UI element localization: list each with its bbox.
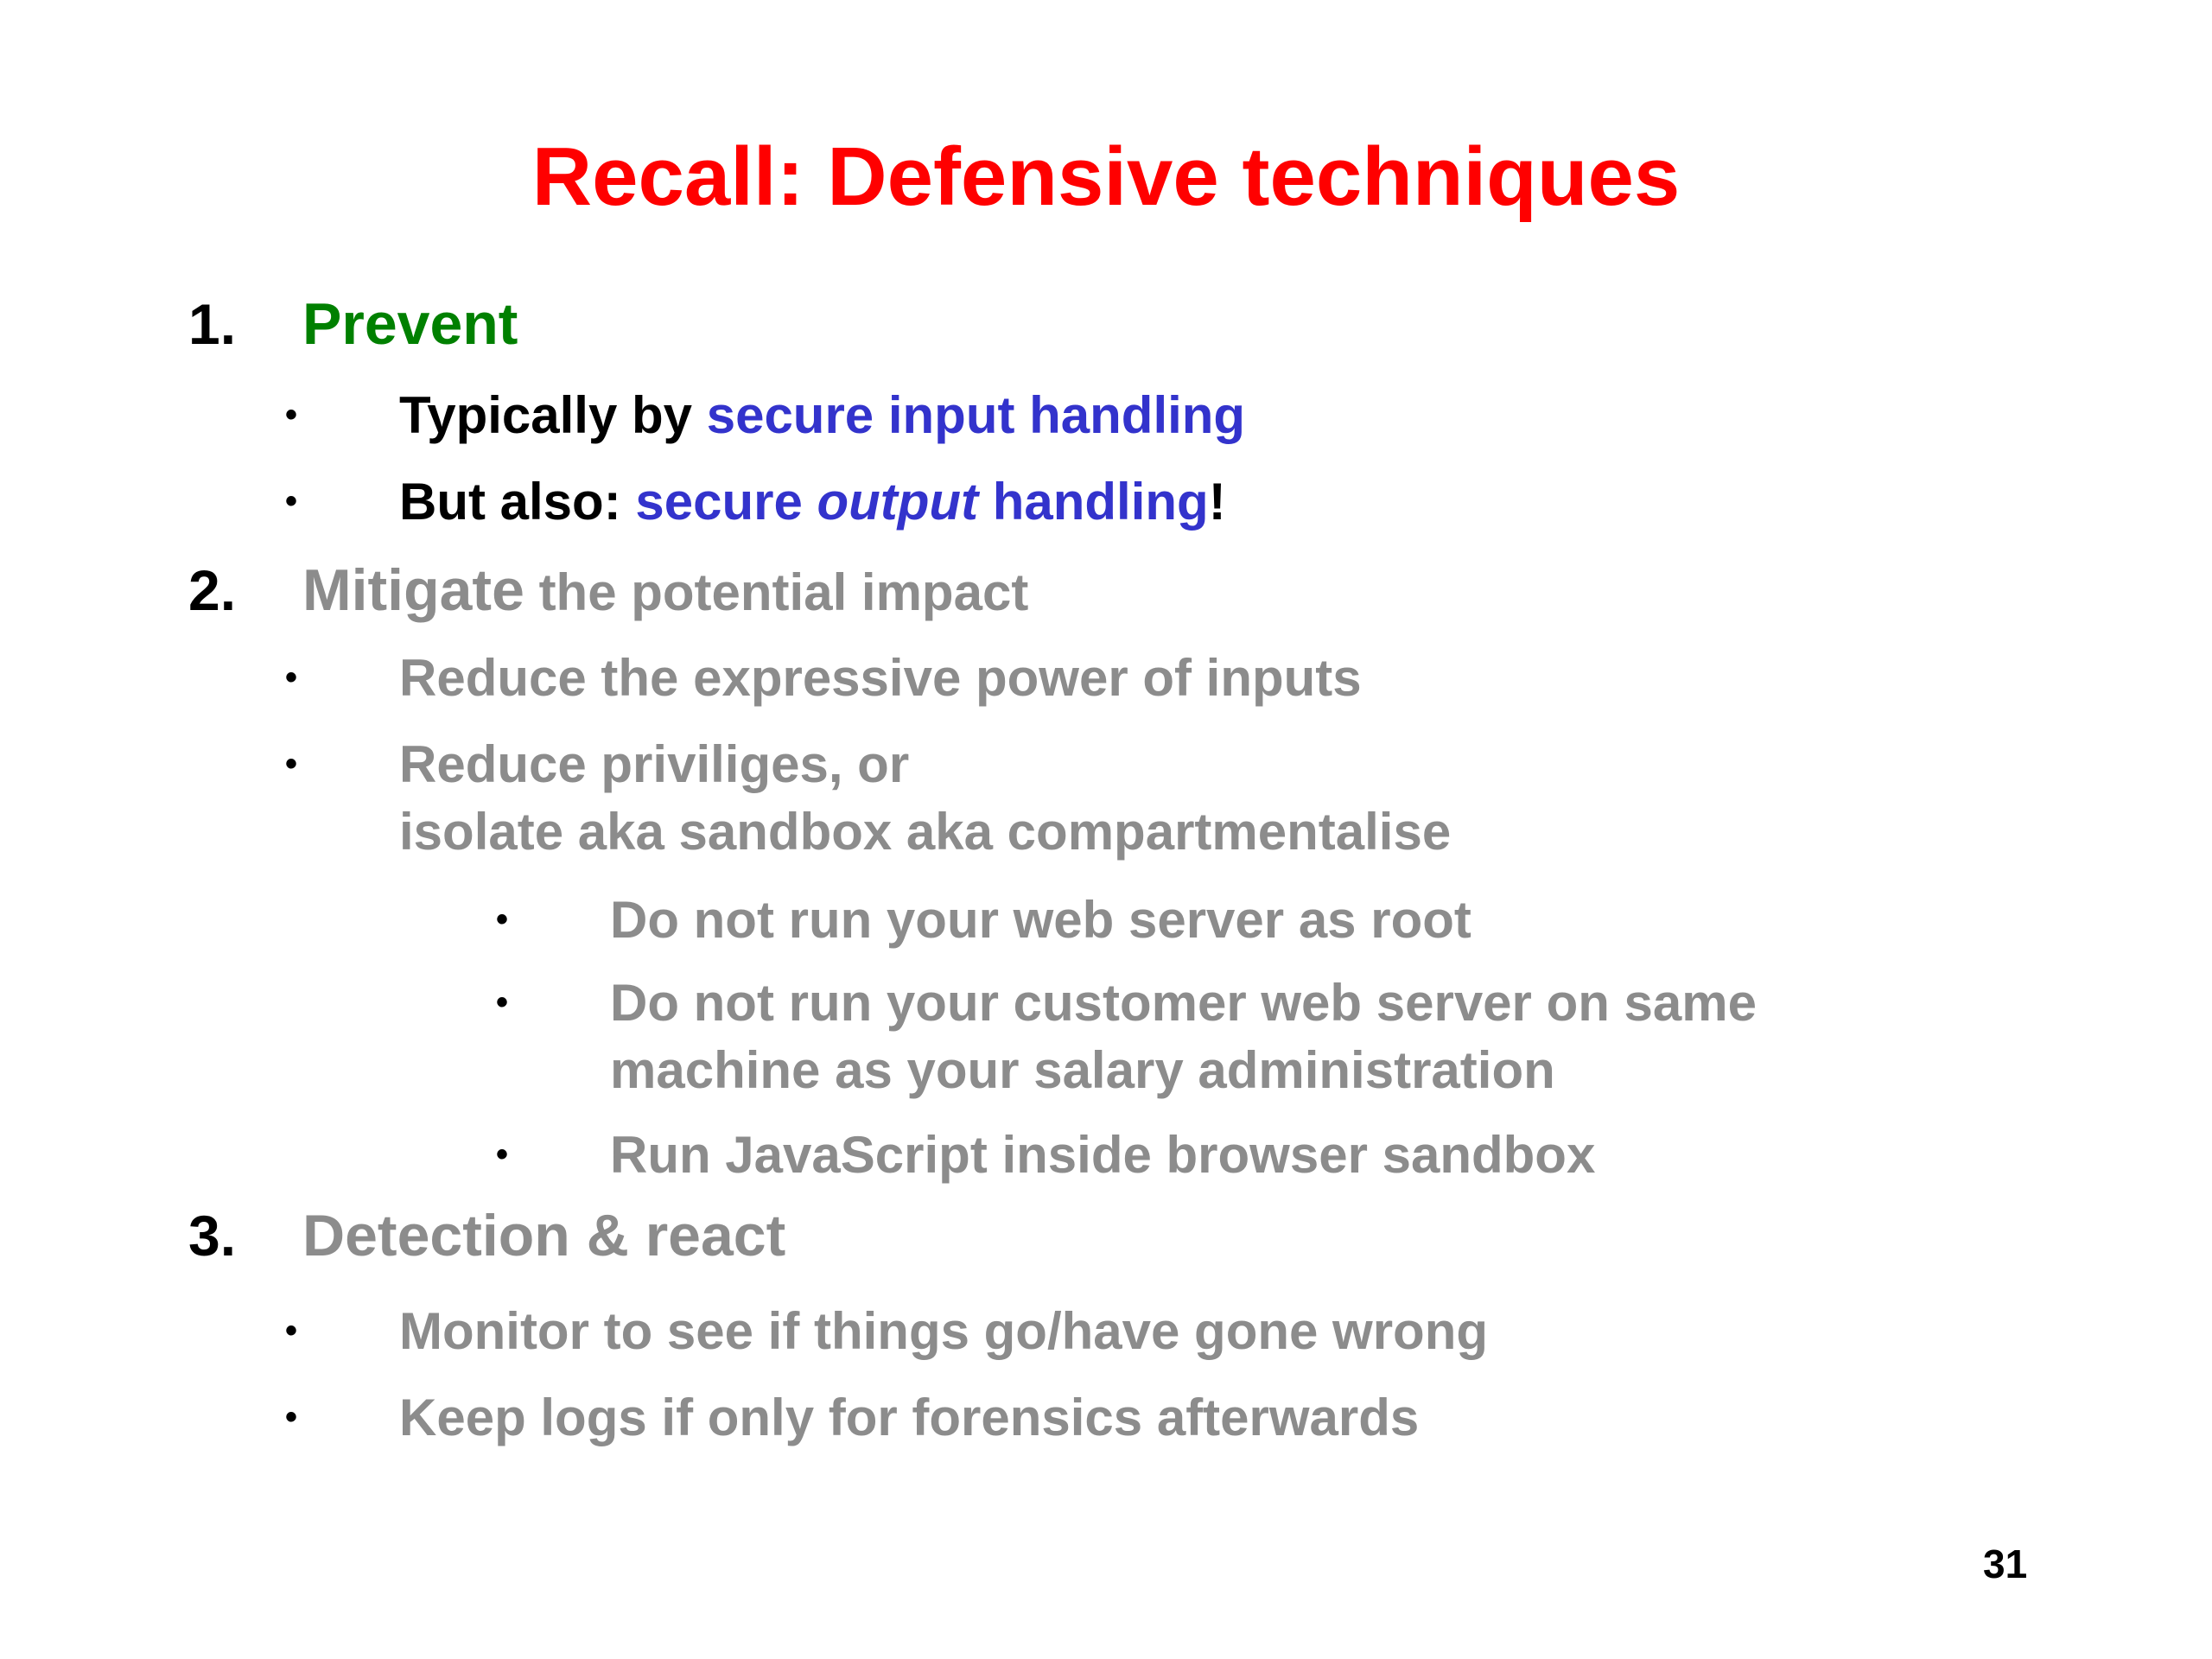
- bullet-glyph: •: [496, 1135, 509, 1173]
- bullet-keep-logs: Keep logs if only for forensics afterwards: [399, 1389, 1420, 1446]
- item-heading-detection: Detection & react: [302, 1203, 786, 1268]
- bullet-glyph: •: [285, 658, 298, 696]
- exclamation-text: !: [1208, 473, 1226, 531]
- sub-bullet-not-root: Do not run your web server as root: [610, 891, 1471, 949]
- bullet-glyph: •: [285, 1312, 298, 1350]
- bullet-glyph: •: [496, 983, 509, 1021]
- bullet-secure-output: [399, 468, 1226, 536]
- bullet-reduce-power: Reduce the expressive power of inputs: [399, 649, 1362, 707]
- highlight-text: handling: [978, 473, 1209, 531]
- heading-subtext: the potential impact: [524, 563, 1029, 621]
- bullet-monitor: Monitor to see if things go/have gone wrong: [399, 1302, 1488, 1360]
- bullet-glyph: •: [285, 482, 298, 520]
- item-number-1: 1.: [188, 292, 237, 356]
- bullet-glyph: •: [496, 900, 509, 938]
- item-heading-prevent: Prevent: [302, 291, 518, 357]
- slide-title: Recall: Defensive techniques: [531, 130, 1681, 223]
- item-heading-mitigate: [302, 551, 1028, 632]
- bullet-text: Typically by: [399, 386, 707, 444]
- bullet-reduce-privileges-line1: Reduce priviliges, or: [399, 735, 910, 793]
- bullet-glyph: •: [285, 396, 298, 434]
- bullet-glyph: •: [285, 1398, 298, 1436]
- bullet-text: But also:: [399, 473, 636, 531]
- bullet-reduce-privileges-line2: isolate aka sandbox aka compartmentalise: [399, 803, 1452, 861]
- highlight-text: secure input handling: [706, 386, 1246, 444]
- bullet-secure-input: [399, 382, 1245, 449]
- sub-bullet-browser-sandbox: Run JavaScript inside browser sandbox: [610, 1126, 1596, 1184]
- sub-bullet-same-machine-line2: machine as your salary administration: [610, 1041, 1555, 1099]
- highlight-italic-text: output: [817, 473, 979, 531]
- item-number-3: 3.: [188, 1204, 237, 1268]
- sub-bullet-same-machine-line1: Do not run your customer web server on same: [610, 974, 1758, 1032]
- item-number-2: 2.: [188, 558, 237, 622]
- heading-text: Mitigate: [302, 557, 524, 623]
- highlight-text: secure: [635, 473, 817, 531]
- bullet-glyph: •: [285, 745, 298, 783]
- page-number: 31: [1983, 1541, 2028, 1586]
